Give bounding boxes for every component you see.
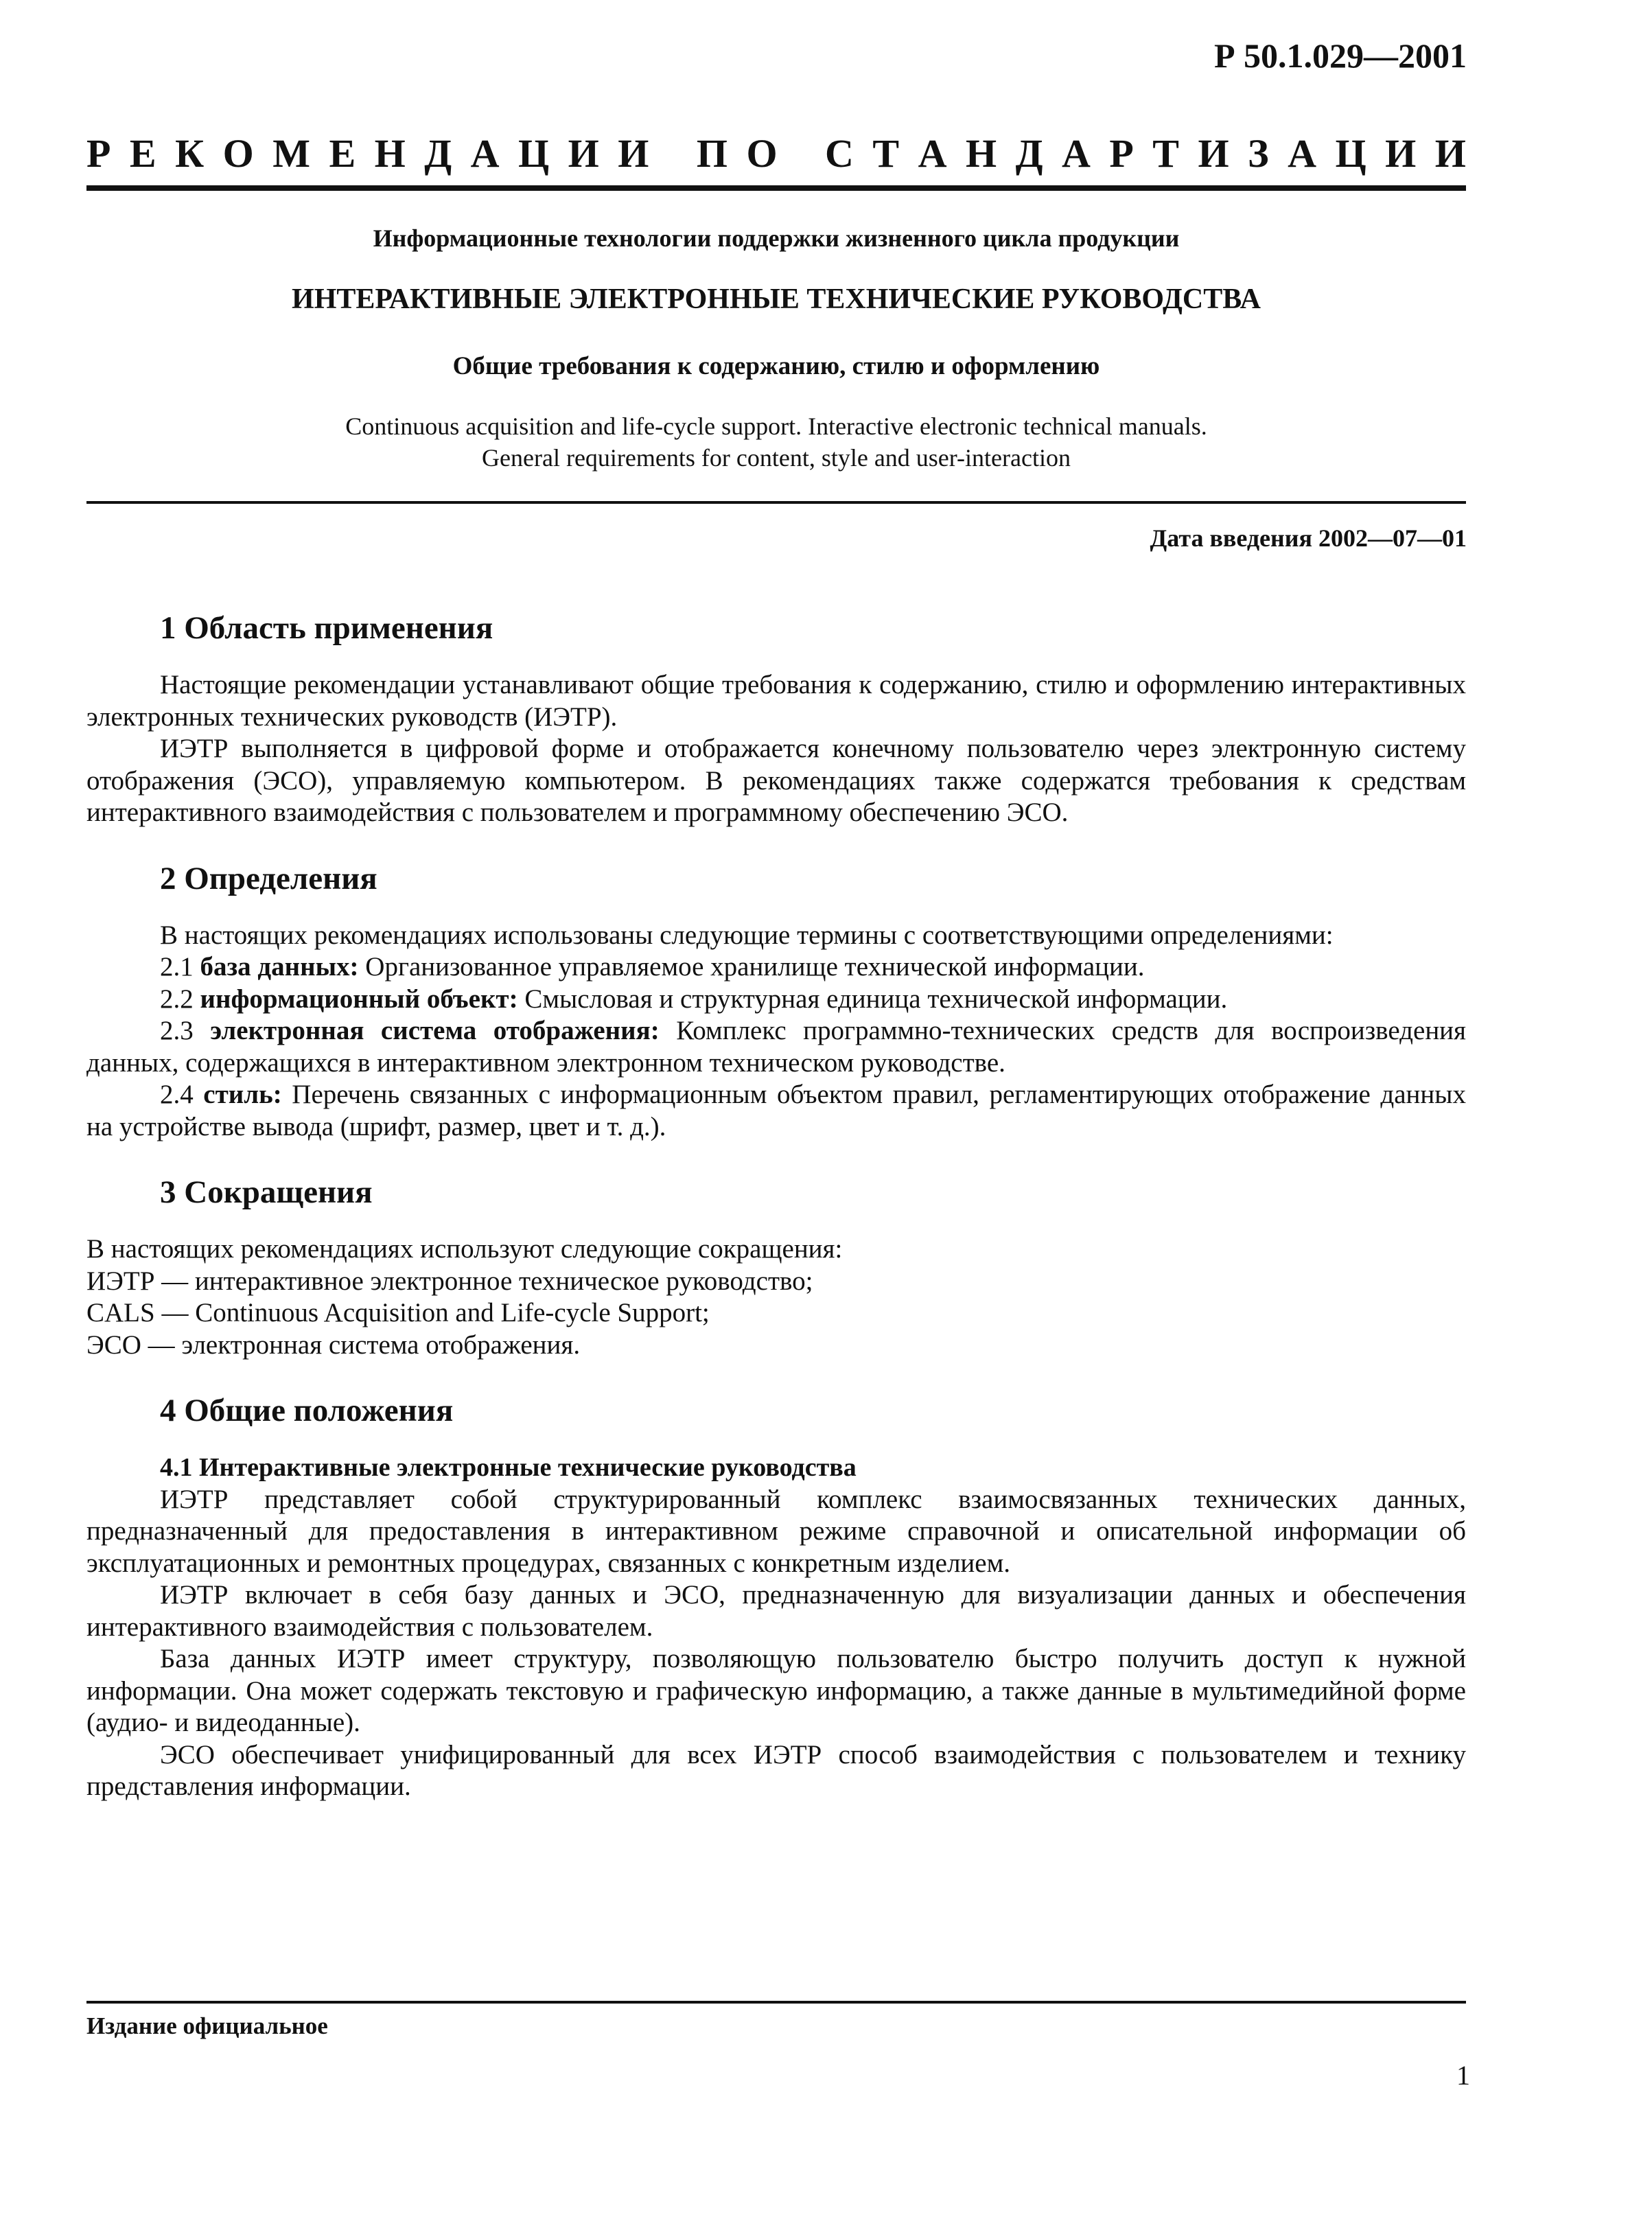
series-letter: Ц [518, 131, 550, 176]
english-title [86, 410, 1466, 474]
header-rule [86, 185, 1466, 191]
section-3-heading: 3 Сокращения [160, 1174, 373, 1210]
series-letter: А [918, 131, 947, 176]
section-2-heading: 2 Определения [160, 860, 377, 896]
definition-term: информационный объект: [200, 984, 518, 1014]
series-letter: Т [1152, 131, 1179, 176]
paragraph: ИЭТР представляет собой структурированный комплекс взаимосвязанных технических данных, предназначенный для предоставления в интерактивном режиме справочной и описательной информации об эксплуатационных и ремонтных процедурах, связанных с конкретным изделием. [86, 1484, 1466, 1578]
definition-item: 2.2 информационный объект: Смысловая и структурная единица технической информации. [160, 984, 1228, 1014]
abbreviation-item: CALS — Continuous Acquisition and Life-cycle Support; [86, 1298, 710, 1327]
series-letter: К [175, 131, 205, 176]
subject-line: Информационные технологии поддержки жизненного цикла продукции [373, 224, 1180, 252]
definition-term: стиль: [203, 1080, 282, 1109]
english-title-line-1: Continuous acquisition and life-cycle support. Interactive electronic technical manuals. [345, 413, 1207, 440]
series-letter [796, 130, 806, 176]
series-letter: И [568, 131, 599, 176]
series-letter: О [746, 131, 778, 176]
paragraph: В настоящих рекомендациях используют следующие сокращения: [86, 1234, 843, 1264]
series-letter: И [618, 131, 649, 176]
series-letter: С [825, 131, 854, 176]
page-number: 1 [1456, 2060, 1470, 2091]
document-number: Р 50.1.029—2001 [1213, 36, 1467, 75]
document-body [86, 607, 1466, 1803]
series-letter: Н [374, 131, 406, 176]
series-letter: Р [86, 131, 111, 176]
series-letter: И [1434, 131, 1466, 176]
document-subtitle: Общие требования к содержанию, стилю и оформлению [452, 352, 1100, 380]
series-letter: А [1288, 131, 1317, 176]
series-letter: М [272, 131, 310, 176]
abbreviation-item: ЭСО — электронная система отображения. [86, 1330, 581, 1360]
series-letter: Е [329, 131, 356, 176]
series-letter [668, 130, 678, 176]
series-heading [86, 130, 1466, 176]
series-letter: Д [424, 131, 452, 176]
series-letter: И [1198, 131, 1229, 176]
series-letter: З [1248, 131, 1269, 176]
paragraph: ЭСО обеспечивает унифицированный для всех ИЭТР способ взаимодействия с пользователем и технику представления информации. [86, 1739, 1466, 1801]
definition-term: электронная система отображения: [210, 1016, 660, 1045]
series-letter: Е [129, 131, 156, 176]
abbreviation-item: ИЭТР — интерактивное электронное техническое руководство; [86, 1266, 813, 1296]
series-letter: Т [872, 131, 900, 176]
definition-item: 2.3 электронная система отображения: Комплекс программно-технических средств для воспроизведения данных, содержащихся в интерактивном электронном техническом руководстве. [86, 1016, 1466, 1078]
series-letter: И [1385, 131, 1417, 176]
edition-label: Издание официальное [86, 2012, 328, 2039]
clause-heading: 4.1 Интерактивные электронные технические руководства [160, 1453, 857, 1482]
introduction-date: Дата введения 2002—07—01 [1150, 524, 1467, 552]
series-letter: О [222, 131, 254, 176]
paragraph: ИЭТР выполняется в цифровой форме и отображается конечному пользователю через электронную систему отображения (ЭСО), управляемую компьютером. В рекомендациях также содержатся требования к средствам интерактивного взаимодействия с пользователем и программному обеспечению ЭСО. [86, 734, 1466, 827]
definition-term: база данных: [200, 952, 359, 982]
series-letter: Д [1015, 131, 1043, 176]
paragraph: Настоящие рекомендации устанавливают общие требования к содержанию, стилю и оформлению интерактивных электронных технических руководств (ИЭТР). [86, 670, 1466, 732]
section-4-heading: 4 Общие положения [160, 1393, 454, 1428]
document-title: ИНТЕРАКТИВНЫЕ ЭЛЕКТРОННЫЕ ТЕХНИЧЕСКИЕ РУКОВОДСТВА [292, 283, 1261, 315]
series-letter: Н [965, 131, 997, 176]
paragraph: База данных ИЭТР имеет структуру, позволяющую пользователю быстро получить доступ к нужной информации. Она может содержать текстовую и графическую информацию, а также данные в мультимедийной форме (аудио- и видеоданные). [86, 1644, 1466, 1737]
paragraph: В настоящих рекомендациях использованы следующие термины с соответствующими определениями: [160, 920, 1334, 950]
series-letter: Р [1109, 131, 1134, 176]
definition-item: 2.4 стиль: Перечень связанных с информационным объектом правил, регламентирующих отображение данных на устройстве вывода (шрифт, размер, цвет и т. д.). [86, 1080, 1467, 1141]
section-1-heading: 1 Область применения [160, 610, 493, 646]
series-letter: П [696, 131, 728, 176]
english-title-line-2: General requirements for content, style and user-interaction [482, 444, 1071, 472]
series-letter: А [1061, 131, 1091, 176]
series-letter: Ц [1335, 131, 1366, 176]
series-letter: А [470, 131, 500, 176]
paragraph: ИЭТР включает в себя базу данных и ЭСО, предназначенную для визуализации данных и обеспечения интерактивного взаимодействия с пользователем. [86, 1580, 1466, 1642]
definition-item: 2.1 база данных: Организованное управляемое хранилище технической информации. [160, 952, 1145, 982]
title-rule [86, 501, 1466, 504]
footer-rule [86, 2001, 1466, 2004]
